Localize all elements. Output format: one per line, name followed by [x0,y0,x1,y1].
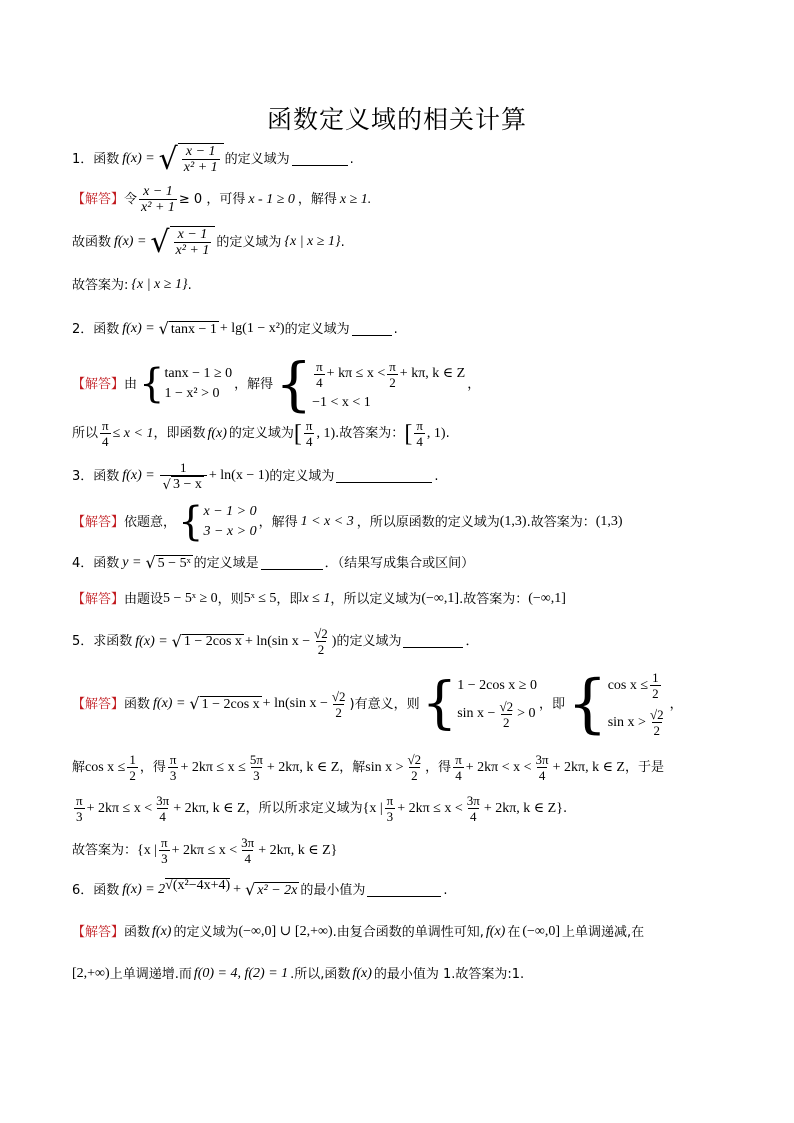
problem-6-solution-line-1: 【解答】 函数 f(x) 的定义域为 (−∞,0] ∪ [2,+∞) .由复合函数的单调性可知, f(x) 在 (−∞,0] 上单调递减,在 [72,924,645,940]
answer-tag: 【解答】 [72,924,125,940]
problem-3-solution: 【解答】 依题意， { x − 1 > 0 3 − x > 0 ，解得 1 < x < 3 ，所以原函数的定义域为 (1,3) .故答案为： (1,3) [72,499,623,545]
problem-6-solution-line-2: [2,+∞) 上单调递增.而 f(0) = 4, f(2) = 1 .所以,函数 f(x) 的最小值为 1.故答案为:1. [72,966,525,982]
problem-2-solution-line-2: 所以 $\frac{\pi}{4}$ ≤ x < 1 ，即函数 f(x) 的定义域为 [ $\frac{\pi}{4}$ , 1) .故答案为： [ $\frac{\pi}{4}$ , 1) . [72,418,450,449]
problem-5-solution-line-2: 解 cos x ≤ $\frac{1}{2}$ ，得 $\frac{\pi}{3}$ + 2kπ ≤ x ≤ $\frac{5\pi}{3}$ + 2kπ, k ∈ Z ，解 sin x > $\frac{√2}{2}$ ，得 $\frac{\pi}{4}$ + 2kπ < x < $\frac{3\pi}{4}$ + 2kπ, k ∈ Z ，于是 [72,752,665,783]
answer-blank [261,557,323,570]
problem-3-question: 3． 函数 f(x) = 1 √ 3 − x + ln(x − 1) 的定义域为 . [72,460,439,493]
problem-1-final-answer: 故答案为: {x | x ≥ 1} . [72,277,192,293]
page-title: 函数定义域的相关计算 [266,105,527,134]
answer-blank [352,323,392,336]
answer-blank [403,635,463,648]
answer-blank [336,470,432,483]
sqrt: √ $\frac{x - 1}{\text{x² + 1}}$ [159,143,224,175]
problem-4-solution: 【解答】 由题设 5 − 5ˣ ≥ 0 ，则 5ˣ ≤ 5 ，即 x ≤ 1 ，所以定义域为 (−∞,1] .故答案为： (−∞,1] [72,591,566,607]
problem-1-solution-line-2: 故函数 f(x) = √ $\frac{x - 1}{\text{x² + 1}}$ 的定义域为 {x | x ≥ 1} . [72,225,345,260]
problem-5-solution-line-3: $\frac{\pi}{3}$ + 2kπ ≤ x < $\frac{3\pi}{4}$ + 2kπ, k ∈ Z ，所以所求定义域为 {x | $\frac{\pi}{3}$ + 2kπ ≤ x < $\frac{3\pi}{4}$ + 2kπ, k ∈ Z} . [76,793,568,824]
problem-1-solution-line-1: 【解答】 令 $\frac{x - 1}{\text{x² + 1}}$ ≥ 0 ，可得 x - 1 ≥ 0 ，解得 x ≥ 1. [72,184,372,215]
answer-tag: 【解答】 [72,376,125,392]
answer-tag: 【解答】 [72,192,125,207]
answer-tag: 【解答】 [72,696,125,712]
answer-tag: 【解答】 [72,591,125,607]
problem-5-question: 5． 求函数 f(x) = √ 1 − 2cos x + ln(sin x − $\frac{√2}{2}$ ) 的定义域为 ． [72,626,479,657]
problem-4-question: 4． 函数 y = √ 5 − 5ˣ 的定义域是 ．（结果写成集合或区间） [72,553,475,572]
problem-2-solution-line-1: 【解答】 由 { tanx − 1 ≥ 0 1 − x² > 0 ，解得 { $\frac{\pi}{4}$ + kπ ≤ x < $\frac{\pi}{2}$ + kπ, k ∈ Z −1 < x < 1 ， [72,350,481,418]
answer-blank [367,884,441,897]
answer-tag: 【解答】 [72,514,125,530]
answer-blank [292,153,348,166]
problem-2-question: 2． 函数 f(x) = √ tanx − 1 + lg(1 − x²) 的定义域为 . [72,319,398,338]
problem-5-solution-line-1: 【解答】 函数 f(x) = √ 1 − 2cos x + ln(sin x − $\frac{√2}{2}$ )有意义，则 { 1 − 2cos x ≥ 0 sin x − $\frac{√2}{2}$ > 0 ，即 { cos x ≤ $\frac{1}{2}$ sin x > $\frac{√2}{2}$ ， [72,667,683,741]
problem-1-question: 1． 函数 f(x) = √ $\frac{x - 1}{\text{x² + 1}}$ 的定义域为 . [72,142,354,177]
problem-5-final-answer: 故答案为： {x | $\frac{\pi}{3}$ + 2kπ ≤ x < $\frac{3\pi}{4}$ + 2kπ, k ∈ Z} [72,835,338,866]
problem-6-question: 6． 函数 f(x) = 2 √(x²−4x+4) + √ x² − 2x 的最小值为 . [72,878,448,899]
